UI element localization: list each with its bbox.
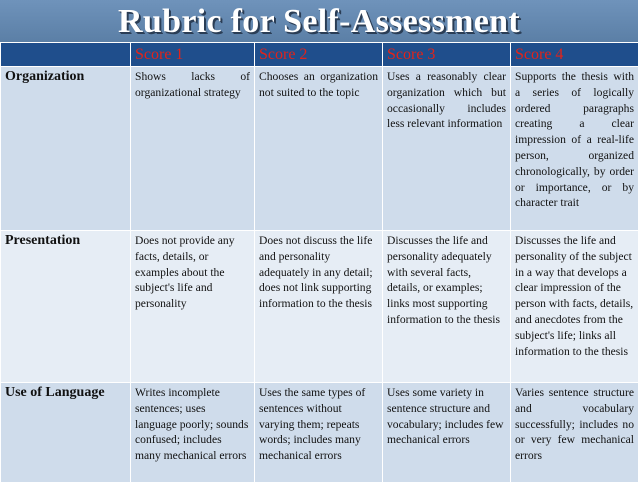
row-presentation	[1, 231, 638, 383]
slide-title: Rubric for Self-Assessment	[0, 2, 638, 42]
criterion-presentation: Presentation	[1, 231, 131, 383]
cell-language-score-3: Uses some variety in sentence structure and vocabulary; includes few mechanical errors	[383, 383, 511, 483]
header-score-2: Score 2	[255, 43, 383, 67]
cell-language-score-2: Uses the same types of sentences without varying them; repeats words; includes many mechanical errors	[255, 383, 383, 483]
cell-organization-score-3: Uses a reasonably clear organization which but occasionally includes less relevant information	[383, 67, 511, 231]
cell-presentation-score-1: Does not provide any facts, details, or examples about the subject's life and personality	[131, 231, 255, 383]
row-organization	[1, 67, 638, 231]
cell-presentation-score-3: Discusses the life and personality adequately with several facts, details, or examples; links most supporting information to the thesis	[383, 231, 511, 383]
cell-presentation-score-4: Discusses the life and personality of the subject in a way that develops a clear impression of the person with facts, details, and anecdotes from the subject's life; links all information to the thesis	[511, 231, 638, 383]
rubric-table	[0, 42, 638, 483]
cell-language-score-4: Varies sentence structure and vocabulary successfully; includes no or very few mechanical errors	[511, 383, 638, 483]
header-row	[1, 43, 638, 67]
header-corner	[1, 43, 131, 67]
cell-organization-score-2: Chooses an organization not suited to the topic	[255, 67, 383, 231]
cell-presentation-score-2: Does not discuss the life and personality adequately in any detail; does not link supporting information to the thesis	[255, 231, 383, 383]
cell-organization-score-1: Shows lacks of organizational strategy	[131, 67, 255, 231]
criterion-use-of-language: Use of Language	[1, 383, 131, 483]
criterion-organization: Organization	[1, 67, 131, 231]
row-use-of-language	[1, 383, 638, 483]
cell-language-score-1: Writes incomplete sentences; uses language poorly; sounds confused; includes many mechanical errors	[131, 383, 255, 483]
header-score-1: Score 1	[131, 43, 255, 67]
header-score-3: Score 3	[383, 43, 511, 67]
cell-organization-score-4: Supports the thesis with a series of logically ordered paragraphs creating a clear impression of a real-life person, organized chronologically, by order or importance, or by character trait	[511, 67, 638, 231]
header-score-4: Score 4	[511, 43, 638, 67]
